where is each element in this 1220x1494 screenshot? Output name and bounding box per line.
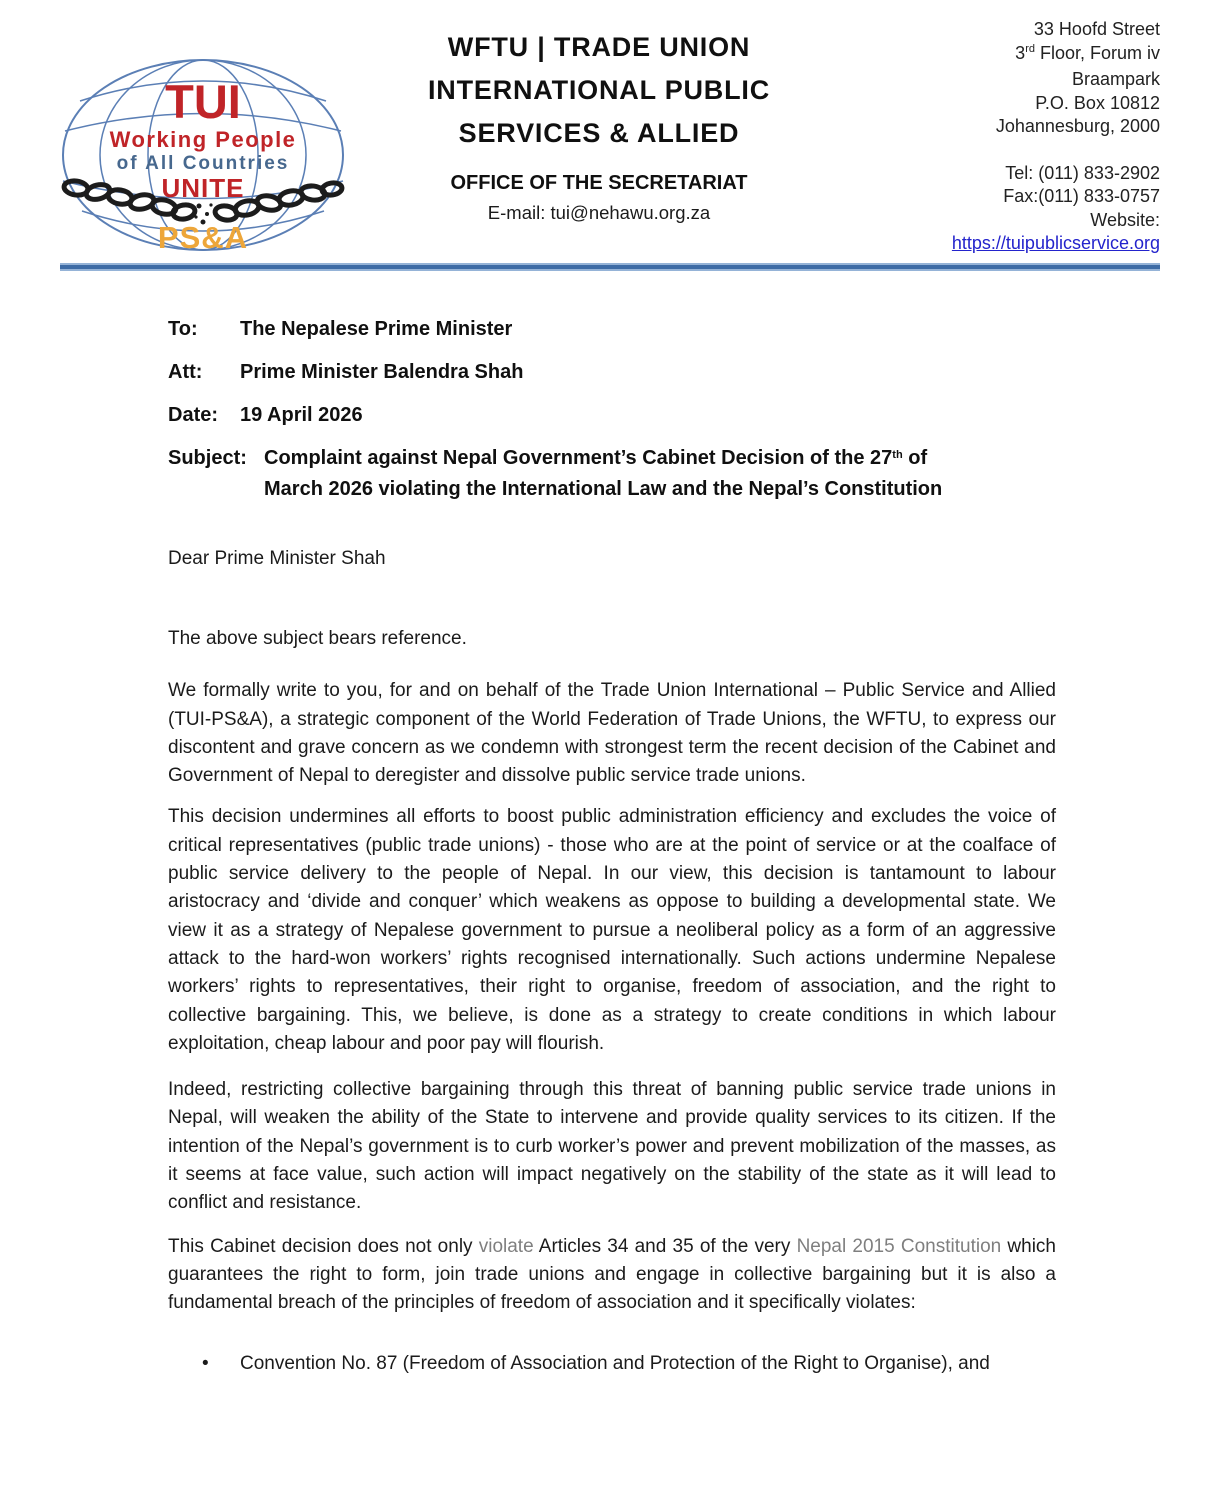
ordinal-superscript: th	[892, 449, 903, 461]
logo-text-working-people: Working People	[109, 127, 297, 152]
meta-subject-row	[168, 444, 1056, 503]
paragraph-decision-undermines: This decision undermines all efforts to boost public administration efficiency and excludes the voice of critical representatives (public trade unions) - those who are at the point of service or at the coalface of public service delivery to the people of Nepal. In our view, this decision is tantamount to labour aristocracy and ‘divide and conquer’ which weakens as oppose to building a developmental state. We view it as a strategy of Nepalese government to pursue a neoliberal policy as a form of an aggressive attack to the hard-won workers’ rights recognised internationally. Such actions undermine Nepalese workers’ rights to representatives, their right to organise, freedom of association, and the right to collective bargaining. This, we believe, is done as a strategy to create conditions in which labour exploitation, cheap labour and poor pay will flourish.	[168, 806, 1056, 1054]
logo-text-of-all-countries: of All Countries	[116, 153, 290, 174]
address-line: 3rd Floor, Forum iv	[1015, 42, 1160, 63]
address-block	[910, 16, 1160, 256]
to-value: The Nepalese Prime Minister	[240, 318, 513, 340]
address-line: Johannesburg, 2000	[995, 116, 1160, 136]
date-label: Date:	[168, 404, 219, 426]
address-line: 33 Hoofd Street	[1033, 19, 1160, 39]
globe-chain-logo-icon	[58, 56, 348, 254]
email-line: E-mail: tui@nehawu.org.za	[487, 202, 711, 223]
logo-text-tui: TUI	[165, 75, 241, 128]
meta-date-row	[168, 401, 1056, 429]
address-spacer	[910, 139, 1160, 162]
website-label: Website:	[1090, 209, 1160, 230]
header-divider-rule	[60, 263, 1160, 271]
paragraph-reference: The above subject bears reference.	[168, 628, 467, 649]
paragraph-text: which guarantees the right to form, join trade unions and engage in collective bargaining but it is also a fundamental breach of the principles of freedom of association and it specifically violates:	[168, 1235, 1056, 1314]
logo-text-unite: UNITE	[161, 173, 245, 203]
to-label: To:	[168, 318, 198, 340]
att-value: Prime Minister Balendra Shah	[240, 361, 524, 383]
bullet-icon: •	[202, 1352, 209, 1374]
meta-to-row	[168, 315, 1056, 343]
salutation: Dear Prime Minister Shah	[168, 548, 386, 569]
bullet-convention-87: Convention No. 87 (Freedom of Association and Protection of the Right to Organise), and	[240, 1352, 990, 1374]
office-of-secretariat: OFFICE OF THE SECRETARIAT	[450, 172, 748, 194]
meta-att-row	[168, 358, 1056, 386]
list-item	[168, 1350, 1056, 1378]
ordinal-superscript: rd	[1025, 42, 1035, 55]
tel-line: Tel: (011) 833-2902	[1005, 162, 1160, 183]
paragraph-text: This Cabinet decision does not only	[168, 1235, 479, 1257]
logo-text-psa: PS&A	[157, 220, 249, 254]
letter-body	[168, 315, 1056, 1378]
subject-value: Complaint against Nepal Government’s Cabinet Decision of the 27th of March 2026 violating the International Law and the Nepal’s Constitution	[264, 447, 943, 500]
letterhead	[0, 0, 1220, 254]
paragraph-formal-write: We formally write to you, for and on behalf of the Trade Union International – Public Service and Allied (TUI-PS&A), a strategic component of the World Federation of Trade Unions, the WFTU, to express our discontent and grave concern as we condemn with strongest term the recent decision of the Cabinet and Government of Nepal to deregister and dissolve public service trade unions.	[168, 680, 1056, 787]
address-line: Braampark	[1071, 69, 1160, 89]
paragraph-text: Articles 34 and 35 of the very	[533, 1235, 797, 1257]
address-line: P.O. Box 10812	[1035, 92, 1160, 113]
website-link[interactable]: https://tuipublicservice.org	[951, 233, 1160, 253]
letter-meta	[168, 315, 1056, 503]
date-value: 19 April 2026	[240, 404, 363, 426]
att-label: Att:	[168, 361, 203, 383]
paragraph-cabinet-decision	[168, 1233, 1056, 1318]
paragraph-restricting-bargaining: Indeed, restricting collective bargaining through this threat of banning public service trade unions in Nepal, will weaken the ability of the State to intervene and provide quality services to its citizen. If the intention of the Nepal’s government is to curb worker’s power and prevent mobilization of the masses, as it seems at face value, such action will impact negatively on the stability of the state as it will lead to conflict and resistance.	[168, 1079, 1056, 1214]
violate-link[interactable]: violate	[478, 1235, 534, 1257]
nepal-constitution-link[interactable]: Nepal 2015 Constitution	[796, 1235, 1002, 1257]
org-title-line3: SERVICES & ALLIED	[458, 118, 740, 148]
org-title-line1: WFTU | TRADE UNION	[447, 32, 751, 62]
subject-label: Subject:	[168, 447, 247, 469]
org-title-line2: INTERNATIONAL PUBLIC	[428, 75, 770, 105]
fax-line: Fax:(011) 833-0757	[1003, 186, 1160, 206]
org-title-block	[358, 16, 910, 224]
bullet-list	[168, 1350, 1056, 1378]
tui-logo	[58, 16, 358, 254]
